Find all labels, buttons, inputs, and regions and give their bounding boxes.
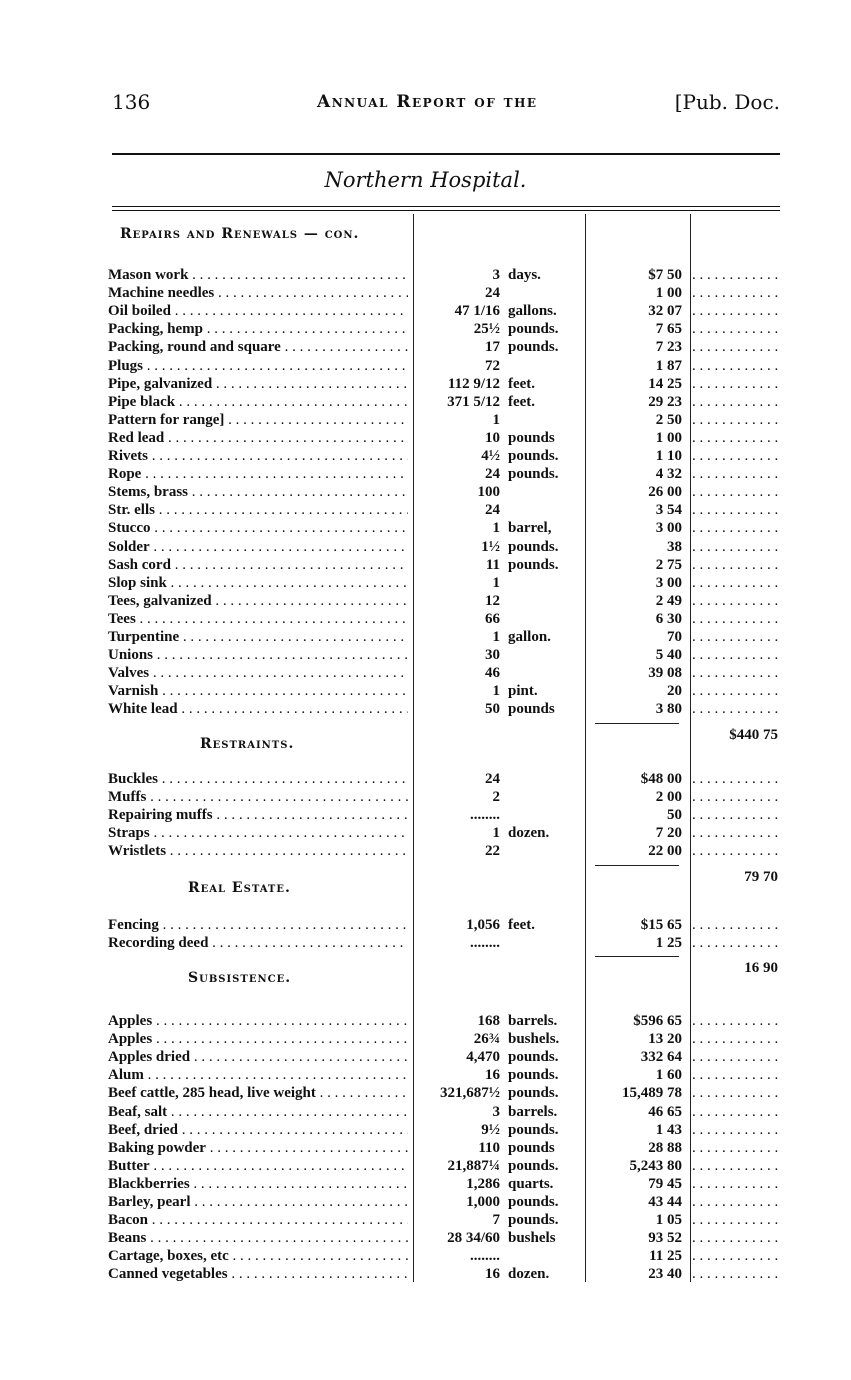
quantity: 1,286 [466, 1175, 500, 1192]
total-leader [692, 357, 780, 375]
total-leader [692, 1012, 780, 1030]
total-leader [692, 266, 780, 284]
quantity: ........ [470, 807, 500, 824]
unit: pounds. [508, 1121, 559, 1138]
quantity: 24 [485, 771, 500, 787]
unit: pounds [508, 1139, 555, 1156]
item-name: Butter . . . [108, 1157, 408, 1175]
amount: 79 45 [648, 1175, 682, 1192]
amount: $596 65 [633, 1013, 682, 1029]
amount: 7 20 [655, 825, 682, 842]
table-row [0, 700, 851, 718]
table-row [0, 1084, 851, 1102]
item-name: Slop sink . . . [108, 574, 408, 592]
amount: 3 80 [655, 701, 682, 718]
amount: 43 44 [648, 1194, 682, 1210]
table-row [0, 1229, 851, 1247]
amount: 1 00 [655, 429, 682, 446]
amount: 2 00 [655, 789, 682, 806]
unit: barrels. [508, 1013, 558, 1029]
unit: feet. [508, 375, 536, 392]
quantity: 16 [485, 1266, 500, 1283]
subtitle-rule-bottom [112, 210, 780, 211]
item-name: Turpentine . . . [108, 628, 408, 646]
section-heading: Repairs and Renewals — con. [120, 226, 360, 242]
unit: quarts. [508, 1175, 554, 1192]
table-row [0, 682, 851, 700]
total-leader [692, 916, 780, 934]
item-name: Packing, hemp . . . [108, 320, 408, 338]
total-leader [692, 1211, 780, 1229]
total-leader [692, 501, 780, 519]
total-leader [692, 519, 780, 537]
quantity: 1,056 [466, 917, 500, 933]
item-name: Beef cattle, 285 head, live weight . . . [108, 1084, 408, 1102]
unit: pounds. [508, 1212, 559, 1229]
total-leader [692, 806, 780, 824]
running-title: Annual Report of the [317, 92, 538, 112]
total-leader [692, 628, 780, 646]
item-name: Blackberries . . . [108, 1175, 408, 1193]
amount: 39 08 [648, 665, 682, 682]
table-row [0, 266, 851, 284]
table-row [0, 1030, 851, 1048]
total-leader [692, 338, 780, 356]
table-row [0, 646, 851, 664]
table-row [0, 1048, 851, 1066]
table-row [0, 1139, 851, 1157]
amount: 332 64 [640, 1049, 682, 1066]
table-row [0, 1121, 851, 1139]
quantity: 1½ [481, 538, 500, 555]
section-heading: Restraints. [200, 736, 295, 752]
total-leader [692, 788, 780, 806]
quantity: 72 [485, 357, 500, 374]
item-name: Beaf, salt . . . [108, 1103, 408, 1121]
item-name: Apples . . . [108, 1030, 408, 1048]
item-name: Stems, brass . . . [108, 483, 408, 501]
item-name: Canned vegetables . . . [108, 1265, 408, 1283]
quantity: 1 [492, 411, 500, 428]
table-row [0, 483, 851, 501]
quantity: 16 [485, 1067, 500, 1084]
quantity: 1 [492, 683, 500, 700]
total-leader [692, 302, 780, 320]
item-name: Recording deed . . . [108, 934, 408, 952]
quantity: 9½ [481, 1121, 500, 1138]
total-leader [692, 934, 780, 952]
amount: 2 49 [655, 592, 682, 609]
amount: 2 75 [655, 556, 682, 573]
amount: 11 25 [649, 1248, 682, 1265]
unit: bushels [508, 1230, 556, 1247]
item-name: Cartage, boxes, etc . . . [108, 1247, 408, 1265]
total-leader [692, 1121, 780, 1139]
quantity: 50 [485, 701, 500, 718]
table-row [0, 357, 851, 375]
total-leader [692, 411, 780, 429]
unit: barrel, [508, 520, 552, 537]
total-leader [692, 1175, 780, 1193]
table-row [0, 1157, 851, 1175]
total-leader [692, 284, 780, 302]
table-row [0, 788, 851, 806]
total-leader [692, 1103, 780, 1121]
amount: 1 00 [655, 285, 682, 302]
table-row [0, 610, 851, 628]
amount: 1 43 [655, 1121, 682, 1138]
subtitle-rule-top [112, 206, 780, 207]
amount: 3 54 [655, 502, 682, 519]
unit: gallon. [508, 629, 551, 645]
item-name: Pattern for range] . . . [108, 411, 408, 429]
total-leader [692, 610, 780, 628]
item-name: Rope . . . [108, 465, 408, 483]
table-row [0, 806, 851, 824]
amount: 1 10 [655, 448, 682, 464]
item-name: Stucco . . . [108, 519, 408, 537]
unit: gallons. [508, 303, 557, 320]
unit: feet. [508, 393, 536, 410]
amount: 4 32 [655, 466, 682, 483]
amount: 29 23 [648, 393, 682, 410]
table-row [0, 465, 851, 483]
quantity: ........ [470, 935, 500, 952]
section-total: 16 90 [744, 960, 778, 977]
quantity: 1 [492, 629, 500, 645]
total-leader [692, 664, 780, 682]
amount: 46 65 [648, 1103, 682, 1120]
quantity: 1,000 [466, 1194, 500, 1210]
quantity: 46 [485, 665, 500, 682]
quantity: 1 [492, 825, 500, 842]
quantity: ........ [470, 1248, 500, 1265]
item-name: Bacon . . . [108, 1211, 408, 1229]
table-row [0, 447, 851, 465]
quantity: 7 [492, 1212, 500, 1229]
total-leader [692, 1265, 780, 1283]
quantity: 28 34/60 [447, 1230, 500, 1247]
table-row [0, 1265, 851, 1283]
total-leader [692, 538, 780, 556]
quantity: 24 [485, 502, 500, 519]
quantity: 21,887¼ [447, 1157, 500, 1174]
unit: pounds. [508, 538, 559, 555]
section-total: $440 75 [729, 726, 778, 743]
item-name: Red lead . . . [108, 429, 408, 447]
subtotal-rule [595, 723, 679, 724]
item-name: Rivets . . . [108, 447, 408, 465]
amount: 6 30 [655, 610, 682, 627]
table-row [0, 574, 851, 592]
table-row [0, 1247, 851, 1265]
total-leader [692, 1229, 780, 1247]
item-name: Wristlets . . . [108, 842, 408, 860]
unit: pounds. [508, 1194, 559, 1210]
quantity: 22 [485, 843, 500, 860]
quantity: 10 [485, 429, 500, 446]
quantity: 112 9/12 [447, 375, 500, 392]
quantity: 3 [492, 1103, 500, 1120]
quantity: 17 [485, 339, 500, 356]
item-name: Apples . . . [108, 1012, 408, 1030]
quantity: 47 1/16 [454, 303, 500, 320]
total-leader [692, 1247, 780, 1265]
item-name: Plugs . . . [108, 357, 408, 375]
quantity: 30 [485, 647, 500, 664]
table-row [0, 538, 851, 556]
amount: 5 40 [655, 647, 682, 664]
quantity: 100 [477, 484, 500, 501]
amount: 1 60 [655, 1067, 682, 1084]
total-leader [692, 483, 780, 501]
unit: pounds. [508, 1067, 559, 1084]
amount: 1 05 [655, 1212, 682, 1229]
table-row [0, 338, 851, 356]
total-leader [692, 682, 780, 700]
amount: 15,489 78 [622, 1085, 682, 1102]
item-name: White lead . . . [108, 700, 408, 718]
quantity: 4½ [481, 448, 500, 464]
item-name: Machine needles . . . [108, 284, 408, 302]
table-row [0, 664, 851, 682]
quantity: 3 [492, 267, 500, 283]
amount: 32 07 [648, 303, 682, 320]
table-row [0, 1175, 851, 1193]
table-row [0, 393, 851, 411]
item-name: Tees, galvanized . . . [108, 592, 408, 610]
table-row [0, 501, 851, 519]
table-row [0, 1211, 851, 1229]
unit: pounds [508, 701, 555, 718]
table-row [0, 284, 851, 302]
amount: 20 [667, 683, 682, 700]
item-name: Beef, dried . . . [108, 1121, 408, 1139]
amount: 23 40 [648, 1266, 682, 1283]
total-leader [692, 646, 780, 664]
table-row [0, 302, 851, 320]
unit: feet. [508, 917, 536, 933]
total-leader [692, 1066, 780, 1084]
unit: pounds. [508, 1049, 559, 1066]
amount: 3 00 [655, 520, 682, 537]
unit: days. [508, 267, 541, 283]
total-leader [692, 447, 780, 465]
amount: 2 50 [655, 411, 682, 428]
total-leader [692, 320, 780, 338]
item-name: Mason work . . . [108, 266, 408, 284]
amount: 70 [667, 629, 682, 645]
item-name: Tees . . . [108, 610, 408, 628]
table-row [0, 824, 851, 842]
amount: 28 88 [648, 1139, 682, 1156]
table-row [0, 628, 851, 646]
total-leader [692, 429, 780, 447]
quantity: 1 [492, 520, 500, 537]
quantity: 26¾ [473, 1031, 500, 1048]
table-row [0, 1193, 851, 1211]
table-row [0, 934, 851, 952]
item-name: Sash cord . . . [108, 556, 408, 574]
table-row [0, 320, 851, 338]
amount: 13 20 [648, 1031, 682, 1048]
quantity: 24 [485, 466, 500, 483]
table-row [0, 1103, 851, 1121]
total-leader [692, 824, 780, 842]
quantity: 12 [485, 592, 500, 609]
amount: 26 00 [648, 484, 682, 501]
amount: 22 00 [648, 843, 682, 860]
quantity: 168 [477, 1013, 500, 1029]
amount: 50 [667, 807, 682, 824]
item-name: Str. ells . . . [108, 501, 408, 519]
quantity: 24 [485, 285, 500, 302]
quantity: 1 [492, 574, 500, 591]
item-name: Pipe, galvanized . . . [108, 375, 408, 393]
table-row [0, 556, 851, 574]
section-heading: Subsistence. [188, 970, 292, 986]
unit: dozen. [508, 825, 550, 842]
unit: pounds [508, 429, 555, 446]
table-row [0, 842, 851, 860]
item-name: Muffs . . . [108, 788, 408, 806]
page-header [112, 90, 780, 120]
section-total: 79 70 [744, 868, 778, 885]
item-name: Apples dried . . . [108, 1048, 408, 1066]
item-name: Repairing muffs . . . [108, 806, 408, 824]
table-row [0, 429, 851, 447]
item-name: Straps . . . [108, 824, 408, 842]
page-number: 136 [112, 90, 151, 114]
quantity: 11 [485, 556, 500, 573]
total-leader [692, 465, 780, 483]
quantity: 371 5/12 [447, 393, 500, 410]
unit: barrels. [508, 1103, 558, 1120]
quantity: 66 [485, 610, 500, 627]
total-leader [692, 770, 780, 788]
item-name: Baking powder . . . [108, 1139, 408, 1157]
total-leader [692, 1193, 780, 1211]
unit: pounds. [508, 556, 559, 573]
unit: pounds. [508, 321, 559, 338]
table-row [0, 375, 851, 393]
item-name: Solder . . . [108, 538, 408, 556]
amount: 14 25 [648, 375, 682, 392]
unit: pint. [508, 683, 538, 700]
table-row [0, 592, 851, 610]
unit: pounds. [508, 1085, 559, 1102]
total-leader [692, 393, 780, 411]
item-name: Alum . . . [108, 1066, 408, 1084]
amount: $7 50 [648, 267, 682, 283]
amount: 7 65 [655, 321, 682, 338]
total-leader [692, 700, 780, 718]
total-leader [692, 574, 780, 592]
total-leader [692, 1048, 780, 1066]
table-row [0, 411, 851, 429]
table-row [0, 1066, 851, 1084]
table-row [0, 519, 851, 537]
subtotal-rule [595, 865, 679, 866]
item-name: Valves . . . [108, 664, 408, 682]
total-leader [692, 1030, 780, 1048]
table-row [0, 916, 851, 934]
item-name: Pipe black . . . [108, 393, 408, 411]
item-name: Packing, round and square . . . [108, 338, 408, 356]
item-name: Fencing . . . [108, 916, 408, 934]
amount: $15 65 [640, 917, 682, 933]
quantity: 2 [492, 789, 500, 806]
unit: pounds. [508, 466, 559, 483]
item-name: Barley, pearl . . . [108, 1193, 408, 1211]
unit: pounds. [508, 448, 559, 464]
amount: 1 25 [655, 935, 682, 952]
quantity: 4,470 [466, 1049, 500, 1066]
amount: 38 [667, 538, 682, 555]
header-rule [112, 153, 780, 155]
quantity: 110 [478, 1139, 500, 1156]
quantity: 321,687½ [440, 1085, 500, 1102]
amount: 1 87 [655, 357, 682, 374]
subtotal-rule [595, 956, 679, 957]
item-name: Unions . . . [108, 646, 408, 664]
section-heading: Real Estate. [188, 880, 291, 896]
amount: 5,243 80 [629, 1157, 682, 1174]
item-name: Oil boiled . . . [108, 302, 408, 320]
amount: 93 52 [648, 1230, 682, 1247]
item-name: Buckles . . . [108, 770, 408, 788]
unit: bushels. [508, 1031, 560, 1048]
total-leader [692, 842, 780, 860]
item-name: Varnish . . . [108, 682, 408, 700]
unit: pounds. [508, 339, 559, 356]
unit: dozen. [508, 1266, 550, 1283]
amount: 3 00 [655, 574, 682, 591]
quantity: 25½ [473, 321, 500, 338]
table-row [0, 1012, 851, 1030]
total-leader [692, 1157, 780, 1175]
document-label: [Pub. Doc. [674, 90, 780, 114]
item-name: Beans . . . [108, 1229, 408, 1247]
total-leader [692, 375, 780, 393]
amount: 7 23 [655, 339, 682, 356]
total-leader [692, 1084, 780, 1102]
amount: $48 00 [640, 771, 682, 787]
total-leader [692, 1139, 780, 1157]
unit: pounds. [508, 1157, 559, 1174]
section-subtitle: Northern Hospital. [324, 168, 527, 192]
total-leader [692, 556, 780, 574]
total-leader [692, 592, 780, 610]
table-row [0, 770, 851, 788]
